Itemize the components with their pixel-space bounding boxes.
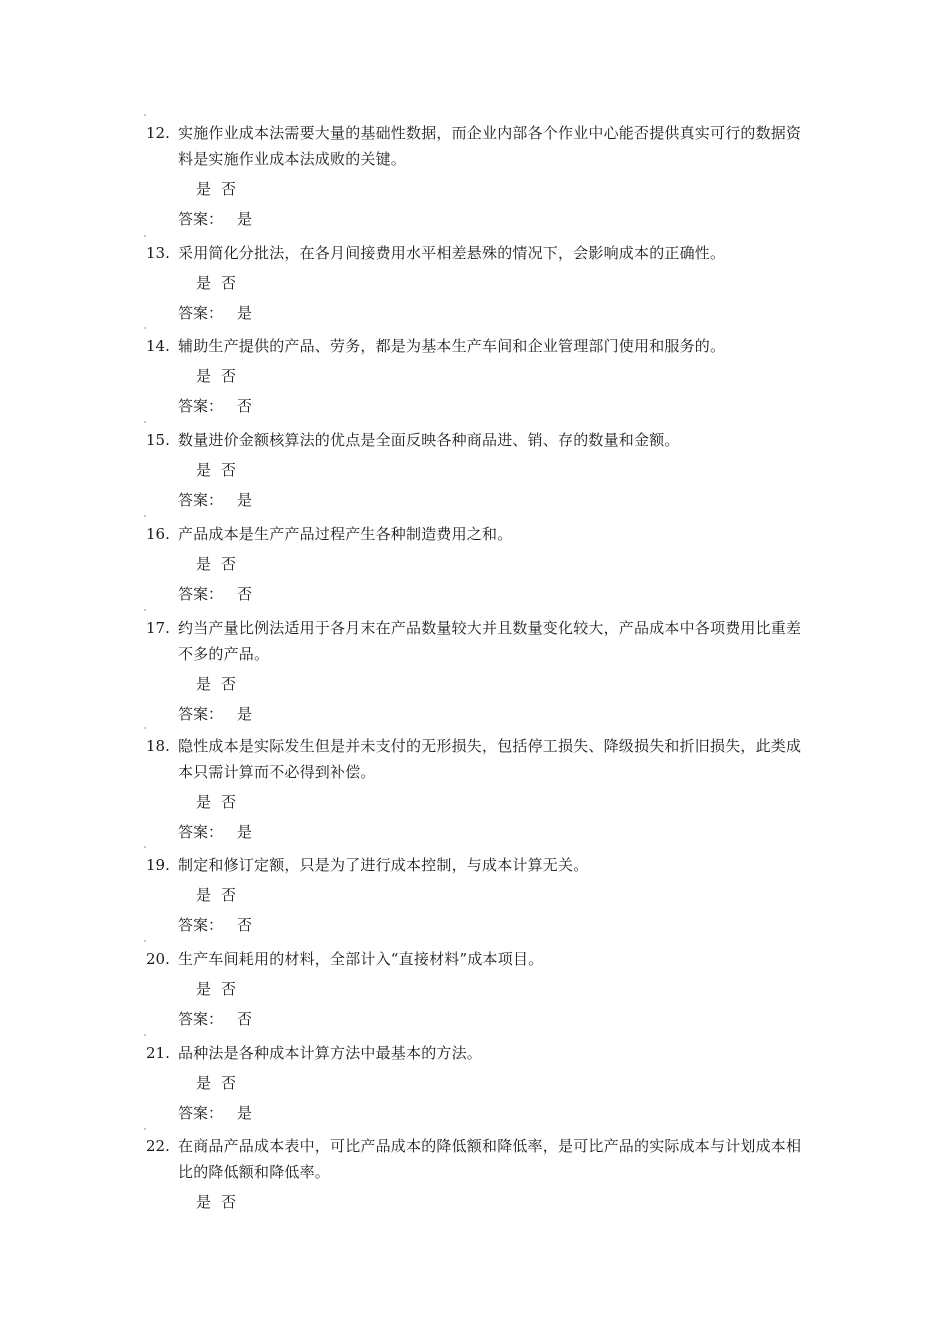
answer-label: 答案： <box>178 705 224 723</box>
answer-line <box>178 703 816 725</box>
answer-label: 答案： <box>178 1104 224 1122</box>
answer-line <box>178 302 816 324</box>
option-no[interactable]: 否 <box>221 367 237 385</box>
options <box>196 272 816 294</box>
answer-line <box>178 489 816 511</box>
question-16 <box>146 521 816 605</box>
answer-value: 否 <box>237 397 253 415</box>
answer-line <box>178 395 816 417</box>
answer-value: 否 <box>237 916 253 934</box>
option-yes[interactable]: 是 <box>196 555 212 573</box>
question-12 <box>146 120 816 230</box>
answer-line <box>178 914 816 936</box>
option-yes[interactable]: 是 <box>196 180 212 198</box>
question-14 <box>146 333 816 417</box>
answer-label: 答案： <box>178 916 224 934</box>
question-17 <box>146 615 816 725</box>
options <box>196 884 816 906</box>
answer-label: 答案： <box>178 304 224 322</box>
separator-dot <box>144 421 146 423</box>
answer-value: 是 <box>237 304 253 322</box>
answer-line <box>178 208 816 230</box>
answer-label: 答案： <box>178 585 224 603</box>
option-yes[interactable]: 是 <box>196 886 212 904</box>
option-yes[interactable]: 是 <box>196 1193 212 1211</box>
question-number: 22. <box>146 1137 170 1155</box>
separator-dot <box>144 114 146 116</box>
option-yes[interactable]: 是 <box>196 461 212 479</box>
answer-value: 是 <box>237 210 253 228</box>
option-no[interactable]: 否 <box>221 555 237 573</box>
answer-line <box>178 583 816 605</box>
answer-line <box>178 1008 816 1030</box>
question-text: 制定和修订定额，只是为了进行成本控制，与成本计算无关。 <box>178 856 589 874</box>
question-22 <box>146 1133 816 1213</box>
separator-dot <box>144 727 146 729</box>
question-21 <box>146 1040 816 1124</box>
answer-value: 是 <box>237 491 253 509</box>
option-yes[interactable]: 是 <box>196 793 212 811</box>
question-text: 实施作业成本法需要大量的基础性数据，而企业内部各个作业中心能否提供真实可行的数据资料是实施作业成本法成败的关键。 <box>178 124 802 168</box>
question-text: 产品成本是生产产品过程产生各种制造费用之和。 <box>178 525 513 543</box>
option-no[interactable]: 否 <box>221 274 237 292</box>
question-18 <box>146 733 816 843</box>
question-number: 18. <box>146 737 170 755</box>
answer-value: 否 <box>237 1010 253 1028</box>
answer-label: 答案： <box>178 823 224 841</box>
question-13 <box>146 240 816 324</box>
question-text: 约当产量比例法适用于各月末在产品数量较大并且数量变化较大，产品成本中各项费用比重差不多的产品。 <box>178 619 802 663</box>
separator-dot <box>144 846 146 848</box>
options <box>196 459 816 481</box>
answer-label: 答案： <box>178 210 224 228</box>
options <box>196 553 816 575</box>
question-number: 16. <box>146 525 170 543</box>
option-no[interactable]: 否 <box>221 1193 237 1211</box>
answer-value: 是 <box>237 1104 253 1122</box>
answer-line <box>178 1102 816 1124</box>
separator-dot <box>144 515 146 517</box>
options <box>196 1191 816 1213</box>
separator-dot <box>144 327 146 329</box>
question-number: 19. <box>146 856 170 874</box>
option-yes[interactable]: 是 <box>196 367 212 385</box>
answer-value: 是 <box>237 823 253 841</box>
question-text: 辅助生产提供的产品、劳务，都是为基本生产车间和企业管理部门使用和服务的。 <box>178 337 726 355</box>
question-number: 17. <box>146 619 170 637</box>
question-text: 生产车间耗用的材料，全部计入“直接材料”成本项目。 <box>178 950 544 968</box>
separator-dot <box>144 609 146 611</box>
question-number: 14. <box>146 337 170 355</box>
separator-dot <box>144 940 146 942</box>
question-text: 采用简化分批法，在各月间接费用水平相差悬殊的情况下，会影响成本的正确性。 <box>178 244 726 262</box>
answer-label: 答案： <box>178 397 224 415</box>
question-number: 21. <box>146 1044 170 1062</box>
options <box>196 365 816 387</box>
question-number: 15. <box>146 431 170 449</box>
option-no[interactable]: 否 <box>221 461 237 479</box>
question-15 <box>146 427 816 511</box>
answer-value: 否 <box>237 585 253 603</box>
option-yes[interactable]: 是 <box>196 675 212 693</box>
answer-label: 答案： <box>178 1010 224 1028</box>
option-no[interactable]: 否 <box>221 980 237 998</box>
answer-label: 答案： <box>178 491 224 509</box>
answer-line <box>178 821 816 843</box>
question-20 <box>146 946 816 1030</box>
options <box>196 178 816 200</box>
separator-dot <box>144 1128 146 1130</box>
question-text: 隐性成本是实际发生但是并未支付的无形损失，包括停工损失、降级损失和折旧损失，此类成本只需计算而不必得到补偿。 <box>178 737 802 781</box>
question-number: 12. <box>146 124 170 142</box>
separator-dot <box>144 1034 146 1036</box>
question-number: 13. <box>146 244 170 262</box>
question-number: 20. <box>146 950 170 968</box>
question-19 <box>146 852 816 936</box>
answer-value: 是 <box>237 705 253 723</box>
option-yes[interactable]: 是 <box>196 980 212 998</box>
option-no[interactable]: 否 <box>221 675 237 693</box>
option-no[interactable]: 否 <box>221 1074 237 1092</box>
options <box>196 978 816 1000</box>
question-text: 在商品产品成本表中，可比产品成本的降低额和降低率，是可比产品的实际成本与计划成本相比的降低额和降低率。 <box>178 1137 802 1181</box>
option-no[interactable]: 否 <box>221 886 237 904</box>
option-yes[interactable]: 是 <box>196 1074 212 1092</box>
option-no[interactable]: 否 <box>221 793 237 811</box>
question-text: 品种法是各种成本计算方法中最基本的方法。 <box>178 1044 483 1062</box>
options <box>196 1072 816 1094</box>
option-no[interactable]: 否 <box>221 180 237 198</box>
options <box>196 673 816 695</box>
option-yes[interactable]: 是 <box>196 274 212 292</box>
options <box>196 791 816 813</box>
question-text: 数量进价金额核算法的优点是全面反映各种商品进、销、存的数量和金额。 <box>178 431 680 449</box>
separator-dot <box>144 235 146 237</box>
